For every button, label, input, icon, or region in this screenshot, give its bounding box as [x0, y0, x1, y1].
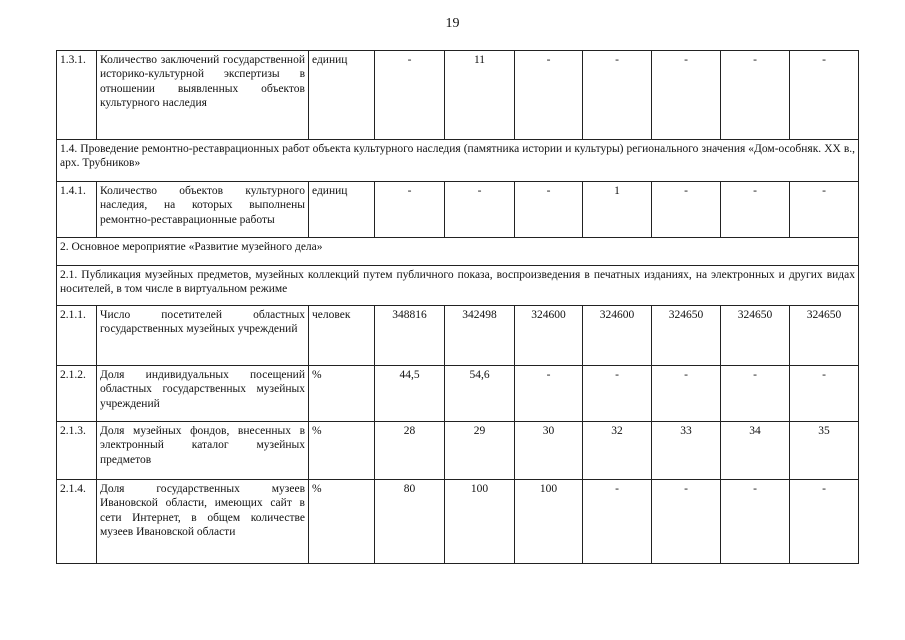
row-value: -: [515, 182, 583, 238]
row-value: 32: [583, 422, 652, 480]
section-heading: 2. Основное мероприятие «Развитие музейного дела»: [57, 238, 859, 266]
row-code: 1.4.1.: [57, 182, 97, 238]
row-value: 44,5: [375, 366, 445, 422]
row-value: -: [583, 51, 652, 140]
row-value: 28: [375, 422, 445, 480]
row-value: -: [652, 366, 721, 422]
row-value: -: [790, 182, 859, 238]
row-code: 1.3.1.: [57, 51, 97, 140]
row-description: Доля музейных фондов, внесенных в электронный каталог музейных предметов: [97, 422, 309, 480]
row-code: 2.1.2.: [57, 366, 97, 422]
table-row: [57, 422, 859, 480]
row-value: 324650: [652, 306, 721, 366]
row-value: 34: [721, 422, 790, 480]
page-number: 19: [445, 16, 460, 31]
row-value: 33: [652, 422, 721, 480]
row-value: 324600: [583, 306, 652, 366]
row-value: 342498: [445, 306, 515, 366]
row-value: 54,6: [445, 366, 515, 422]
row-value: 1: [583, 182, 652, 238]
row-value: 29: [445, 422, 515, 480]
table-row: [57, 480, 859, 564]
indicators-table: [56, 50, 859, 564]
row-value: -: [721, 480, 790, 564]
section-heading: 1.4. Проведение ремонтно-реставрационных работ объекта культурного наследия (памятника истории и культуры) регионального значения «Дом-особняк. XX в., арх. Трубников»: [57, 140, 859, 182]
row-code: 2.1.3.: [57, 422, 97, 480]
section-row: [57, 238, 859, 266]
row-description: Количество объектов культурного наследия, на которых выполнены ремонтно-реставрационные работы: [97, 182, 309, 238]
row-value: 11: [445, 51, 515, 140]
section-row: [57, 140, 859, 182]
row-value: 324600: [515, 306, 583, 366]
row-value: -: [375, 182, 445, 238]
row-unit: единиц: [309, 51, 375, 140]
row-unit: человек: [309, 306, 375, 366]
row-unit: %: [309, 422, 375, 480]
row-value: -: [652, 182, 721, 238]
row-value: 324650: [721, 306, 790, 366]
row-value: 348816: [375, 306, 445, 366]
row-description: Доля государственных музеев Ивановской области, имеющих сайт в сети Интернет, в общем количестве музеев Ивановской области: [97, 480, 309, 564]
table-row: [57, 51, 859, 140]
section-row: [57, 266, 859, 306]
row-value: 100: [515, 480, 583, 564]
row-value: -: [515, 366, 583, 422]
section-heading: 2.1. Публикация музейных предметов, музейных коллекций путем публичного показа, воспроизведения в печатных изданиях, на электронных и других видах носителей, в том числе в виртуальном режиме: [57, 266, 859, 306]
row-value: -: [515, 51, 583, 140]
row-value: 324650: [790, 306, 859, 366]
row-value: -: [652, 480, 721, 564]
row-value: 35: [790, 422, 859, 480]
row-description: Доля индивидуальных посещений областных государственных музейных учреждений: [97, 366, 309, 422]
row-value: -: [583, 366, 652, 422]
table-row: [57, 182, 859, 238]
row-value: -: [790, 480, 859, 564]
row-value: -: [721, 182, 790, 238]
row-value: 30: [515, 422, 583, 480]
row-value: -: [375, 51, 445, 140]
row-unit: %: [309, 480, 375, 564]
table-row: [57, 366, 859, 422]
row-value: -: [721, 51, 790, 140]
table-row: [57, 306, 859, 366]
row-unit: единиц: [309, 182, 375, 238]
row-value: -: [721, 366, 790, 422]
row-value: -: [790, 51, 859, 140]
row-value: -: [583, 480, 652, 564]
row-value: -: [790, 366, 859, 422]
row-description: Число посетителей областных государственных музейных учреждений: [97, 306, 309, 366]
row-code: 2.1.1.: [57, 306, 97, 366]
row-value: 100: [445, 480, 515, 564]
row-description: Количество заключений государственной историко-культурной экспертизы в отношении выявленных объектов культурного наследия: [97, 51, 309, 140]
row-unit: %: [309, 366, 375, 422]
row-code: 2.1.4.: [57, 480, 97, 564]
row-value: -: [445, 182, 515, 238]
row-value: 80: [375, 480, 445, 564]
row-value: -: [652, 51, 721, 140]
